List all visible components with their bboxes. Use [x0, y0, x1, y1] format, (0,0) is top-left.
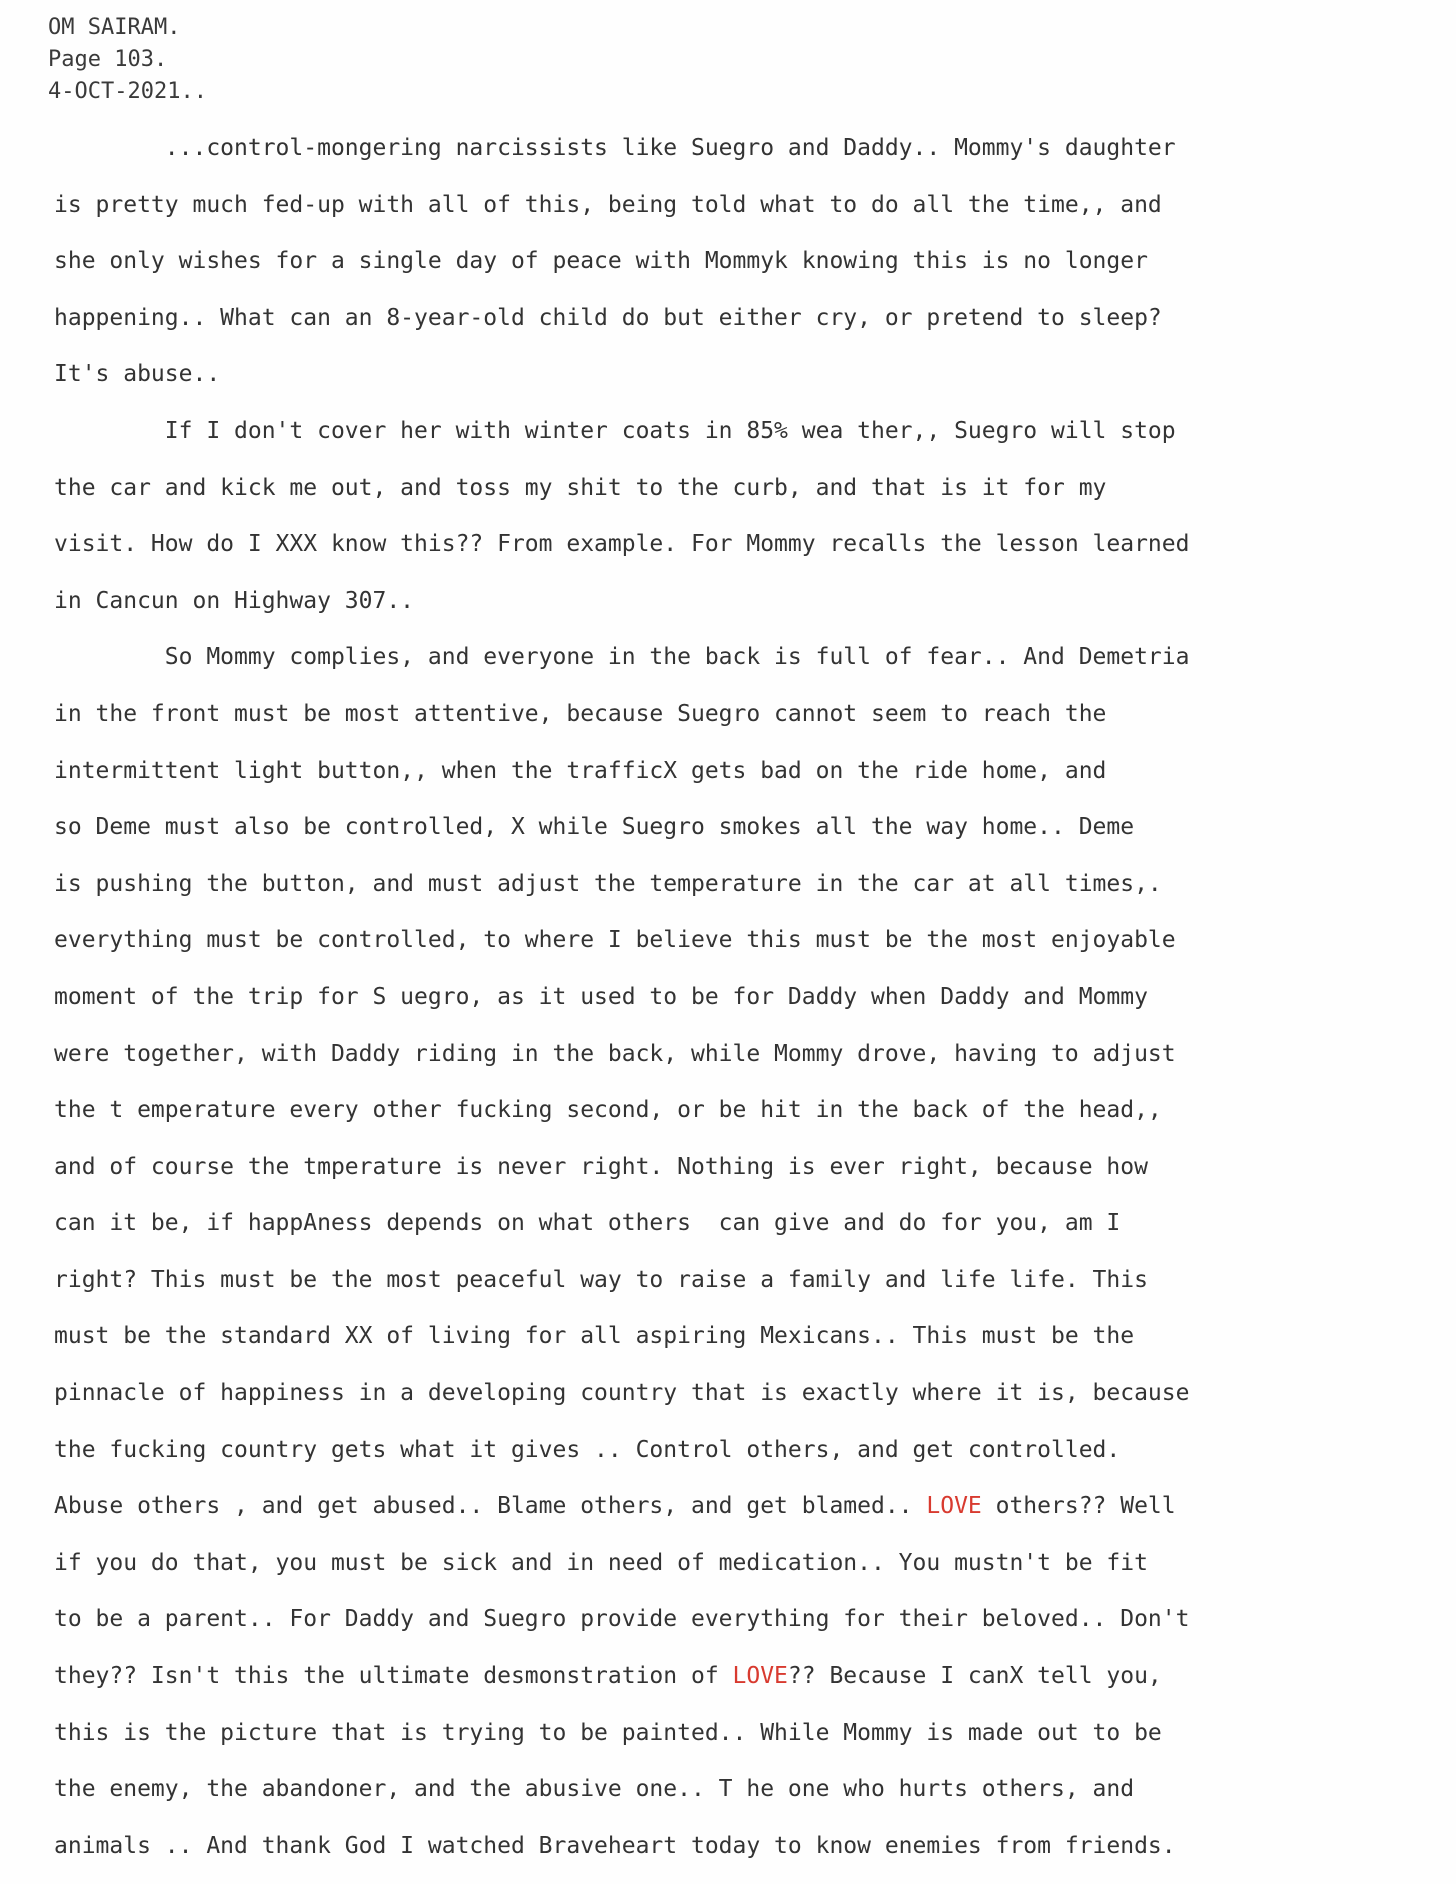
- text-line: pinnacle of happiness in a developing country that is exactly where it is, because: [54, 1380, 1190, 1407]
- text-line: Abuse others , and get abused.. Blame others, and get blamed.. LOVE others?? Well: [54, 1493, 1176, 1520]
- text-line: if you do that, you must be sick and in need of medication.. You mustn't be fit: [54, 1549, 1148, 1576]
- text-line: she only wishes for a single day of peace with Mommyk knowing this is no longer: [54, 248, 1148, 275]
- body-text: [54, 120, 1446, 1874]
- text-line: the t emperature every other fucking second, or be hit in the back of the head,,: [54, 1097, 1162, 1124]
- header-page-number: Page 103.: [48, 47, 168, 72]
- text-line: moment of the trip for S uegro, as it used to be for Daddy when Daddy and Mommy: [54, 983, 1148, 1010]
- text-line: to be a parent.. For Daddy and Suegro provide everything for their beloved.. Don't: [54, 1606, 1190, 1633]
- text-line: in Cancun on Highway 307..: [54, 587, 415, 614]
- text-line: ...control-mongering narcissists like Suegro and Daddy.. Mommy's daughter: [54, 135, 1176, 161]
- text-line: and of course the tmperature is never right. Nothing is ever right, because how: [54, 1153, 1148, 1180]
- text-line: in the front must be most attentive, because Suegro cannot seem to reach the: [54, 700, 1107, 727]
- text-line: visit. How do I XXX know this?? From example. For Mommy recalls the lesson learned: [54, 531, 1190, 558]
- text-line: this is the picture that is trying to be painted.. While Mommy is made out to be: [54, 1719, 1162, 1746]
- text-line: If I don't cover her with winter coats in 85% wea ther,, Suegro will stop: [54, 417, 1176, 444]
- text-line: is pretty much fed-up with all of this, being told what to do all the time,, and: [54, 191, 1162, 218]
- header-om-sairam: OM SAIRAM.: [48, 15, 181, 40]
- red-ink-word: LOVE: [926, 1493, 982, 1520]
- text-line: right? This must be the most peaceful way to raise a family and life life. This: [54, 1266, 1148, 1293]
- text-line: they?? Isn't this the ultimate desmonstration of LOVE?? Because I canX tell you,: [54, 1663, 1162, 1690]
- text-line: the car and kick me out, and toss my shit to the curb, and that is it for my: [54, 474, 1107, 501]
- text-line: the enemy, the abandoner, and the abusive one.. T he one who hurts others, and: [54, 1776, 1135, 1803]
- text-line: animals .. And thank God I watched Braveheart today to know enemies from friends.: [54, 1832, 1176, 1859]
- text-line: It's abuse..: [54, 361, 221, 388]
- text-line: must be the standard XX of living for all aspiring Mexicans.. This must be the: [54, 1323, 1135, 1350]
- text-line: intermittent light button,, when the trafficX gets bad on the ride home, and: [54, 757, 1107, 784]
- text-line: is pushing the button, and must adjust the temperature in the car at all times,.: [54, 870, 1162, 897]
- red-ink-word: LOVE: [732, 1663, 788, 1690]
- text-line: can it be, if happAness depends on what others can give and do for you, am I: [54, 1210, 1121, 1237]
- text-line: the fucking country gets what it gives .. Control others, and get controlled.: [54, 1436, 1121, 1463]
- text-line: everything must be controlled, to where I believe this must be the most enjoyable: [54, 927, 1176, 954]
- header-date: 4-OCT-2021..: [48, 79, 207, 104]
- text-line: So Mommy complies, and everyone in the back is full of fear.. And Demetria: [54, 644, 1190, 671]
- text-line: happening.. What can an 8-year-old child do but either cry, or pretend to sleep?: [54, 304, 1162, 331]
- page-header: [48, 12, 207, 108]
- text-line: so Deme must also be controlled, X while Suegro smokes all the way home.. Deme: [54, 814, 1135, 841]
- text-line: were together, with Daddy riding in the back, while Mommy drove, having to adjust: [54, 1040, 1176, 1067]
